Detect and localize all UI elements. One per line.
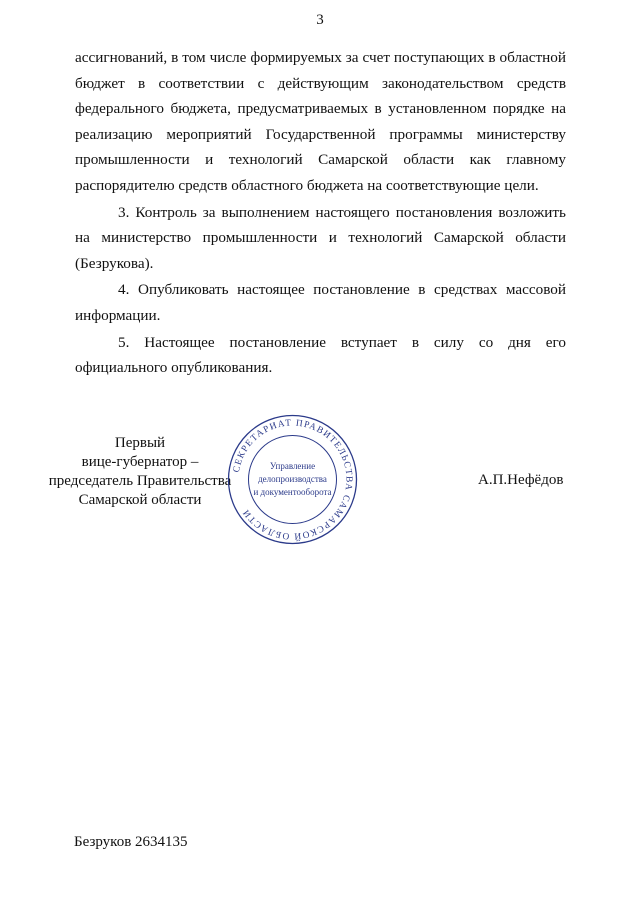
stamp-center-line: делопроизводства [258, 474, 327, 484]
executor-footer: Безруков 2634135 [74, 834, 188, 850]
signatory-position [40, 434, 240, 510]
paragraph-1: ассигнований, в том числе формируемых за счет поступающих в областной бюджет в соответствии с действующим законодательством средств федерального бюджета, предусматриваемых в установленном порядке на реализацию мероприятий Государственной программы министерству промышленности и технологий Самарской области как главному распорядителю средств областного бюджета на соответствующие цели. [75, 49, 566, 194]
signatory-position-line: вице-губернатор – [81, 454, 199, 470]
signatory-position-line: Самарской области [78, 492, 202, 508]
stamp-ring-text: СЕКРЕТАРИАТ ПРАВИТЕЛЬСТВА САМАРСКОЙ ОБЛАСТИ [231, 418, 354, 541]
signatory-position-line: Первый [114, 435, 166, 451]
signatory-position-line: председатель Правительства [48, 473, 232, 489]
paragraph-2: 3. Контроль за выполнением настоящего постановления возложить на министерство промышленности и технологий Самарской области (Безрукова). [75, 203, 566, 272]
paragraph-4: 5. Настоящее постановление вступает в силу со дня его официального опубликования. [75, 333, 566, 377]
document-body [75, 45, 566, 382]
official-stamp [225, 412, 360, 547]
signatory-name: А.П.Нефёдов [478, 472, 564, 488]
paragraph-3: 4. Опубликовать настоящее постановление в средствах массовой информации. [75, 281, 566, 324]
stamp-center-line: Управление [269, 461, 316, 471]
page-number: 3 [316, 12, 324, 28]
stamp-center-line: и документооборота [253, 487, 332, 497]
